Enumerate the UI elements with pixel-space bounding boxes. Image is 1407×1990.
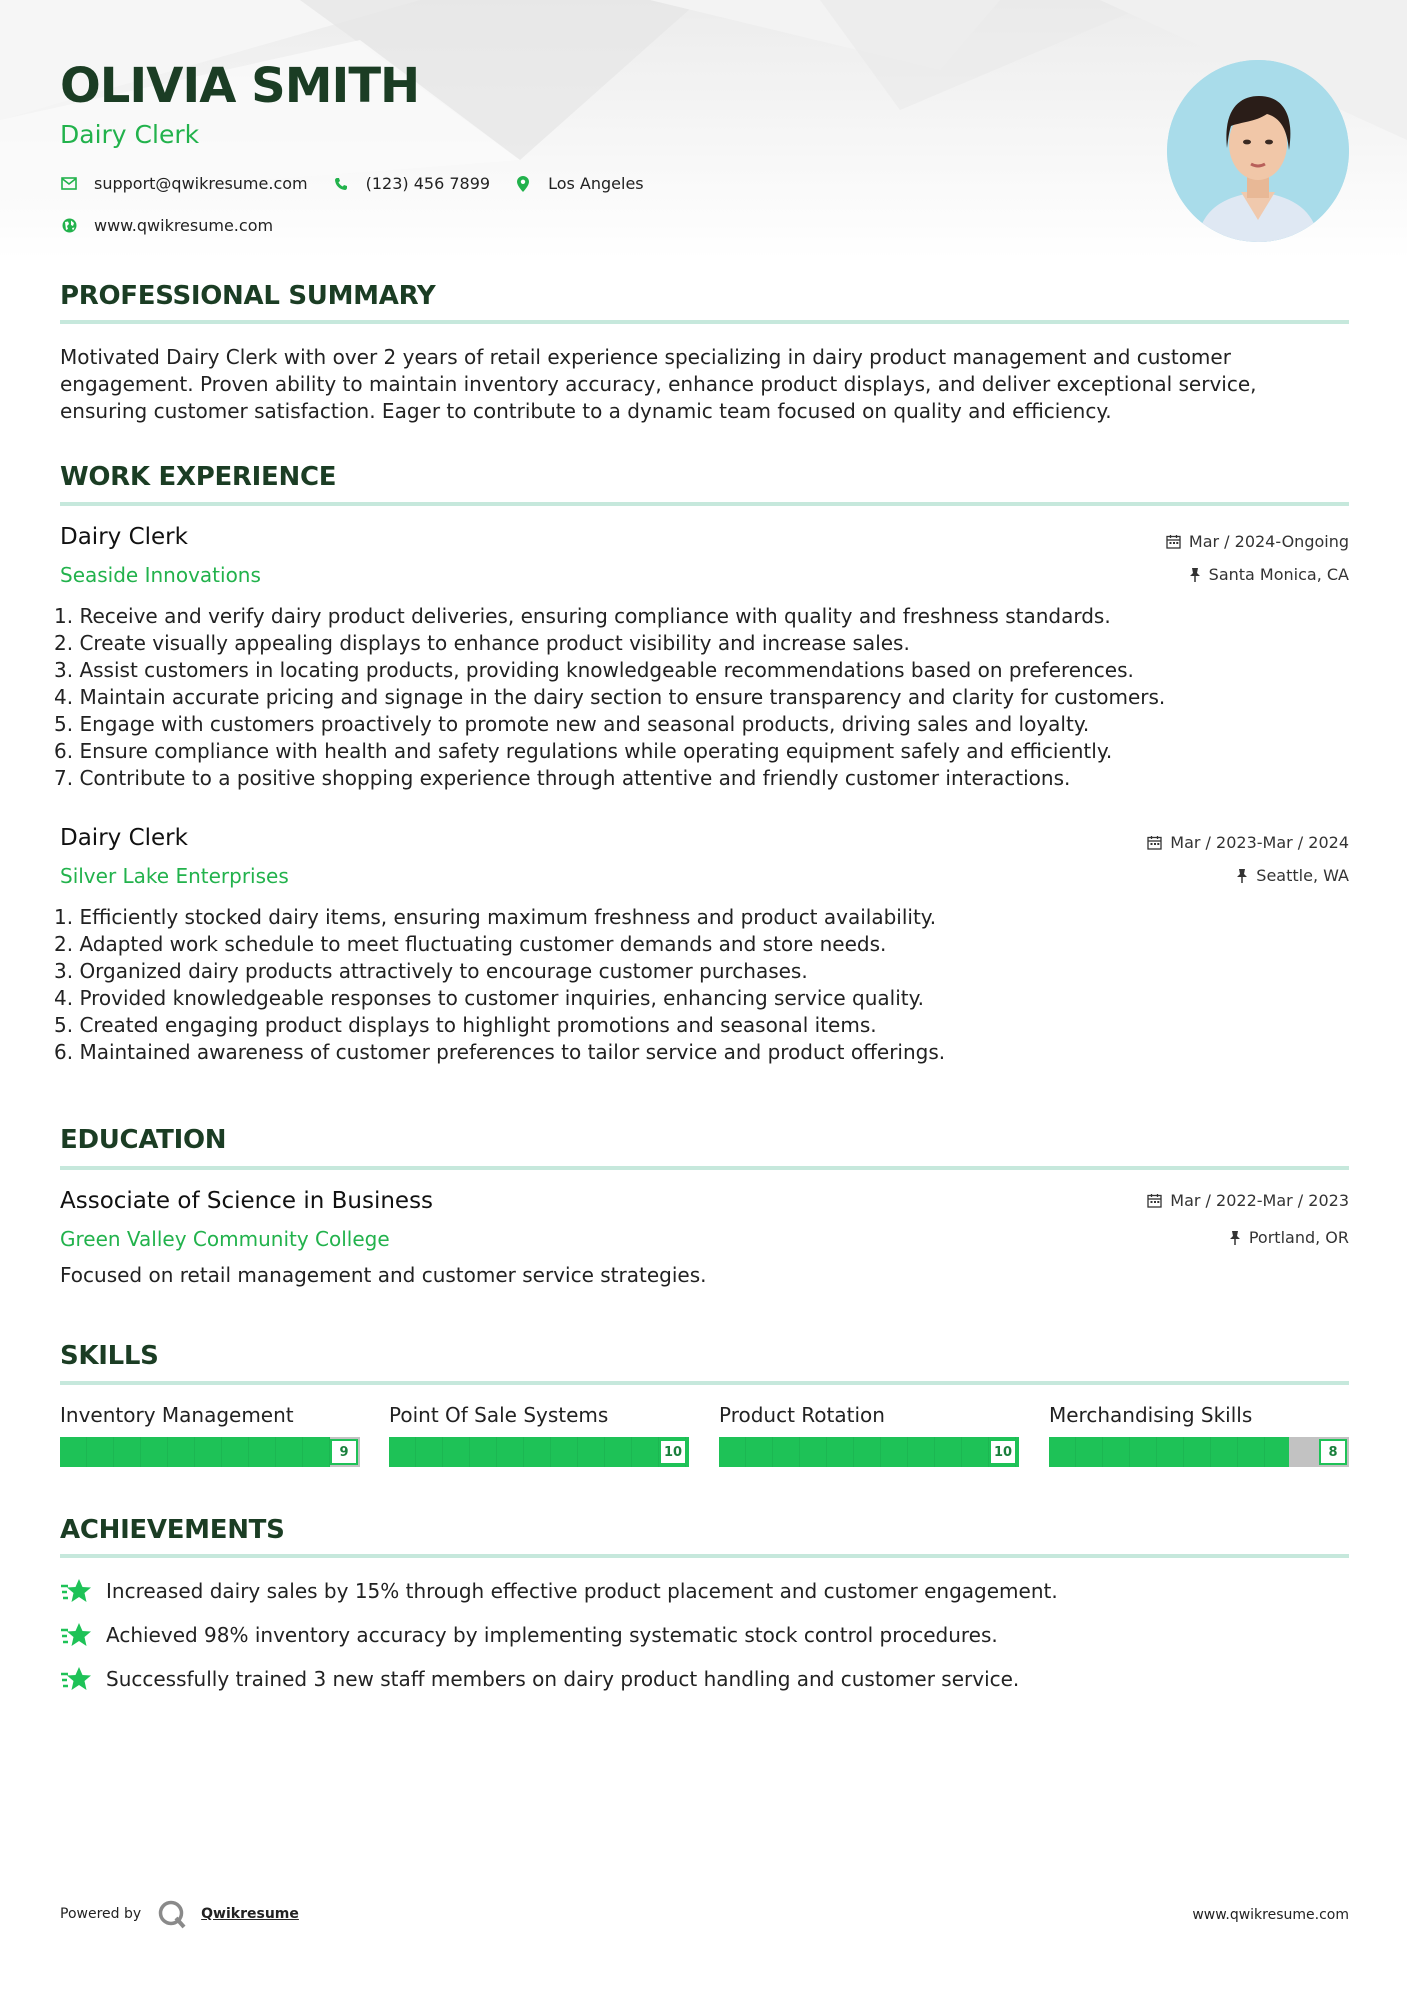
skill-label: Merchandising Skills [1049, 1403, 1253, 1427]
job-company: Silver Lake Enterprises [60, 864, 289, 888]
star-icon [60, 1665, 92, 1693]
achievement-item [60, 1577, 1058, 1605]
job-dates [1166, 532, 1349, 551]
education-dates [1147, 1191, 1349, 1210]
contact-row [60, 174, 668, 193]
list-item: 2. Create visually appealing displays to enhance product visibility and increase sales. [54, 631, 910, 655]
job-company: Seaside Innovations [60, 563, 261, 587]
job-title: Dairy Clerk [60, 524, 188, 550]
job-location-text: Seattle, WA [1256, 866, 1349, 885]
phone-number: (123) 456 7899 [365, 174, 491, 193]
list-item: 7. Contribute to a positive shopping experience through attentive and friendly customer interactions. [54, 766, 1071, 790]
profile-photo [1167, 60, 1349, 242]
phone-icon [332, 175, 350, 193]
location-text: Los Angeles [548, 174, 644, 193]
summary-heading: PROFESSIONAL SUMMARY [60, 281, 436, 311]
education-location [1229, 1228, 1349, 1247]
achievement-item [60, 1665, 1019, 1693]
education-location-text: Portland, OR [1248, 1228, 1349, 1247]
job-responsibilities [54, 603, 1344, 792]
skill-item [389, 1403, 689, 1467]
experience-heading: WORK EXPERIENCE [60, 462, 337, 492]
achievement-text: Achieved 98% inventory accuracy by implementing systematic stock control procedures. [106, 1623, 998, 1647]
section-divider [60, 1166, 1349, 1170]
list-item: 2. Adapted work schedule to meet fluctuating customer demands and store needs. [54, 932, 887, 956]
skill-fill [1049, 1437, 1289, 1467]
skill-fill [719, 1437, 1019, 1467]
achievement-text: Increased dairy sales by 15% through effective product placement and customer engagement. [106, 1579, 1058, 1603]
skill-level: 8 [1319, 1439, 1347, 1465]
candidate-title: Dairy Clerk [60, 120, 200, 149]
skill-bar [389, 1437, 689, 1467]
job-location [1189, 565, 1349, 584]
calendar-icon [1147, 1193, 1162, 1208]
section-divider [60, 1381, 1349, 1385]
star-icon [60, 1577, 92, 1605]
skill-label: Product Rotation [719, 1403, 885, 1427]
list-item: 6. Maintained awareness of customer preferences to tailor service and product offerings. [54, 1040, 946, 1064]
skill-level: 9 [330, 1439, 358, 1465]
footer-powered-by [60, 1899, 299, 1929]
star-icon [60, 1621, 92, 1649]
skill-fill [389, 1437, 689, 1467]
section-divider [60, 1554, 1349, 1558]
skill-fill [60, 1437, 330, 1467]
achievements-heading: ACHIEVEMENTS [60, 1515, 285, 1545]
achievement-item [60, 1621, 998, 1649]
summary-text: Motivated Dairy Clerk with over 2 years of retail experience specializing in dairy product management and customer engagement. Proven ability to maintain inventory accuracy, enhance product displays, and deliver exceptional service, ensuring customer satisfaction. Eager to contribute to a dynamic team focused on quality and efficiency. [60, 345, 1257, 423]
degree-title: Associate of Science in Business [60, 1188, 434, 1214]
list-item: 4. Provided knowledgeable responses to customer inquiries, enhancing service quality. [54, 986, 924, 1010]
skill-item [1049, 1403, 1349, 1467]
education-description: Focused on retail management and customer service strategies. [60, 1263, 707, 1287]
powered-by-label: Powered by [60, 1906, 142, 1922]
skill-level: 10 [989, 1439, 1017, 1465]
website-link[interactable]: www.qwikresume.com [94, 216, 274, 235]
footer-website-link[interactable]: www.qwikresume.com [1192, 1907, 1349, 1923]
job-title: Dairy Clerk [60, 825, 188, 851]
section-divider [60, 320, 1349, 324]
calendar-icon [1166, 534, 1181, 549]
list-item: 3. Organized dairy products attractively to encourage customer purchases. [54, 959, 808, 983]
pushpin-icon [1229, 1230, 1241, 1245]
skill-bar [60, 1437, 360, 1467]
job-dates [1147, 833, 1349, 852]
qwikresume-logo-icon [157, 1899, 187, 1929]
list-item: 5. Created engaging product displays to highlight promotions and seasonal items. [54, 1013, 877, 1037]
list-item: 6. Ensure compliance with health and safety regulations while operating equipment safely and efficiently. [54, 739, 1113, 763]
globe-icon [60, 217, 78, 235]
skills-heading: SKILLS [60, 1341, 159, 1371]
achievement-text: Successfully trained 3 new staff members on dairy product handling and customer service. [106, 1667, 1020, 1691]
envelope-icon [60, 175, 78, 193]
candidate-name: OLIVIA SMITH [60, 58, 420, 114]
contact-row-website [60, 216, 297, 235]
skill-bar [1049, 1437, 1349, 1467]
skill-item [719, 1403, 1019, 1467]
pushpin-icon [1236, 868, 1248, 883]
list-item: 4. Maintain accurate pricing and signage in the dairy section to ensure transparency and clarity for customers. [54, 685, 1166, 709]
pushpin-icon [1189, 567, 1201, 582]
skill-level: 10 [659, 1439, 687, 1465]
job-location [1236, 866, 1349, 885]
job-location-text: Santa Monica, CA [1208, 565, 1349, 584]
list-item: 1. Receive and verify dairy product deliveries, ensuring compliance with quality and freshness standards. [54, 604, 1111, 628]
list-item: 3. Assist customers in locating products, providing knowledgeable recommendations based on preferences. [54, 658, 1134, 682]
email-link[interactable]: support@qwikresume.com [94, 174, 308, 193]
skill-item [60, 1403, 360, 1467]
job-responsibilities [54, 904, 1344, 1066]
job-dates-text: Mar / 2023-Mar / 2024 [1170, 833, 1349, 852]
calendar-icon [1147, 835, 1162, 850]
skill-bar [719, 1437, 1019, 1467]
list-item: 5. Engage with customers proactively to promote new and seasonal products, driving sales and loyalty. [54, 712, 1090, 736]
skill-label: Point Of Sale Systems [389, 1403, 609, 1427]
education-heading: EDUCATION [60, 1125, 227, 1155]
education-dates-text: Mar / 2022-Mar / 2023 [1170, 1191, 1349, 1210]
qwikresume-link[interactable]: Qwikresume [201, 1906, 299, 1922]
job-dates-text: Mar / 2024-Ongoing [1188, 532, 1349, 551]
section-divider [60, 502, 1349, 506]
school-name: Green Valley Community College [60, 1227, 390, 1251]
list-item: 1. Efficiently stocked dairy items, ensuring maximum freshness and product availability. [54, 905, 937, 929]
skill-label: Inventory Management [60, 1403, 294, 1427]
map-pin-icon [514, 175, 532, 193]
